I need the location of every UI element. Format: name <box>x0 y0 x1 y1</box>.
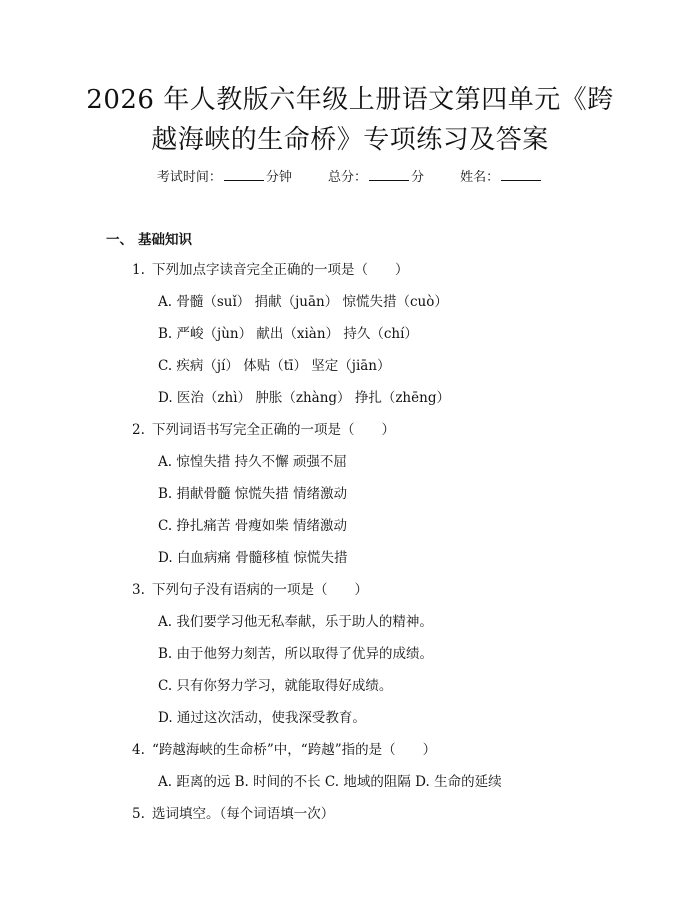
question-2-option-b: B. 捐献骨髓 惊慌失措 情绪激动 <box>158 486 348 502</box>
question-5: 5. 选词填空。（每个词语填一次） <box>132 806 335 822</box>
question-2-option-a: A. 惊惶失措 持久不懈 顽强不屈 <box>158 454 347 470</box>
question-3-option-b: B. 由于他努力刻苦，所以取得了优异的成绩。 <box>158 646 434 662</box>
exam-time <box>157 170 296 185</box>
question-1-option-b: B. 严峻（jùn） 献出（xiàn） 持久（chí） <box>158 326 418 342</box>
question-4-options: A. 距离的远 B. 时间的不长 C. 地域的阻隔 D. 生命的延续 <box>158 774 502 790</box>
question-2-option-c: C. 挣扎痛苦 骨瘦如柴 情绪激动 <box>158 518 348 534</box>
student-name <box>460 170 543 185</box>
question-4: 4. “跨越海峡的生命桥”中，“跨越”指的是（ ） <box>132 742 437 758</box>
exam-time-blank <box>224 168 264 181</box>
question-3-option-a: A. 我们要学习他无私奉献，乐于助人的精神。 <box>158 614 433 630</box>
student-name-label: 姓名： <box>460 170 500 185</box>
question-2-option-d: D. 白血病痛 骨髓移植 惊慌失措 <box>158 550 348 566</box>
question-1-option-c: C. 疾病（jí） 体贴（tī） 坚定（jiān） <box>158 358 391 374</box>
exam-score <box>328 170 428 185</box>
page-title <box>60 80 640 160</box>
exam-score-unit: 分 <box>411 170 425 185</box>
question-1-option-a: A. 骨髓（suǐ） 捐献（juān） 惊慌失措（cuò） <box>158 294 448 310</box>
question-1: 1. 下列加点字读音完全正确的一项是（ ） <box>132 262 409 278</box>
question-2: 2. 下列词语书写完全正确的一项是（ ） <box>132 422 395 438</box>
exam-score-blank <box>369 168 409 181</box>
exam-score-label: 总分： <box>327 170 367 185</box>
question-3-option-d: D. 通过这次活动，使我深受教育。 <box>158 710 366 726</box>
exam-time-unit: 分钟 <box>265 170 292 185</box>
question-3-option-c: C. 只有你努力学习，就能取得好成绩。 <box>158 678 393 694</box>
question-1-option-d: D. 医治（zhì） 肿胀（zhàng） 挣扎（zhēng） <box>158 390 450 406</box>
question-3: 3. 下列句子没有语病的一项是（ ） <box>132 582 368 598</box>
title-line-2: 越海峡的生命桥》专项练习及答案 <box>151 125 549 155</box>
title-line-1: 2026 年人教版六年级上册语文第四单元《跨 <box>86 85 614 115</box>
student-name-blank <box>501 168 541 181</box>
section-number: 一、 <box>106 232 133 248</box>
section-heading <box>106 228 192 248</box>
exam-time-label: 考试时间： <box>156 170 222 185</box>
exam-info-line <box>0 168 700 188</box>
section-title: 基础知识 <box>138 232 192 248</box>
